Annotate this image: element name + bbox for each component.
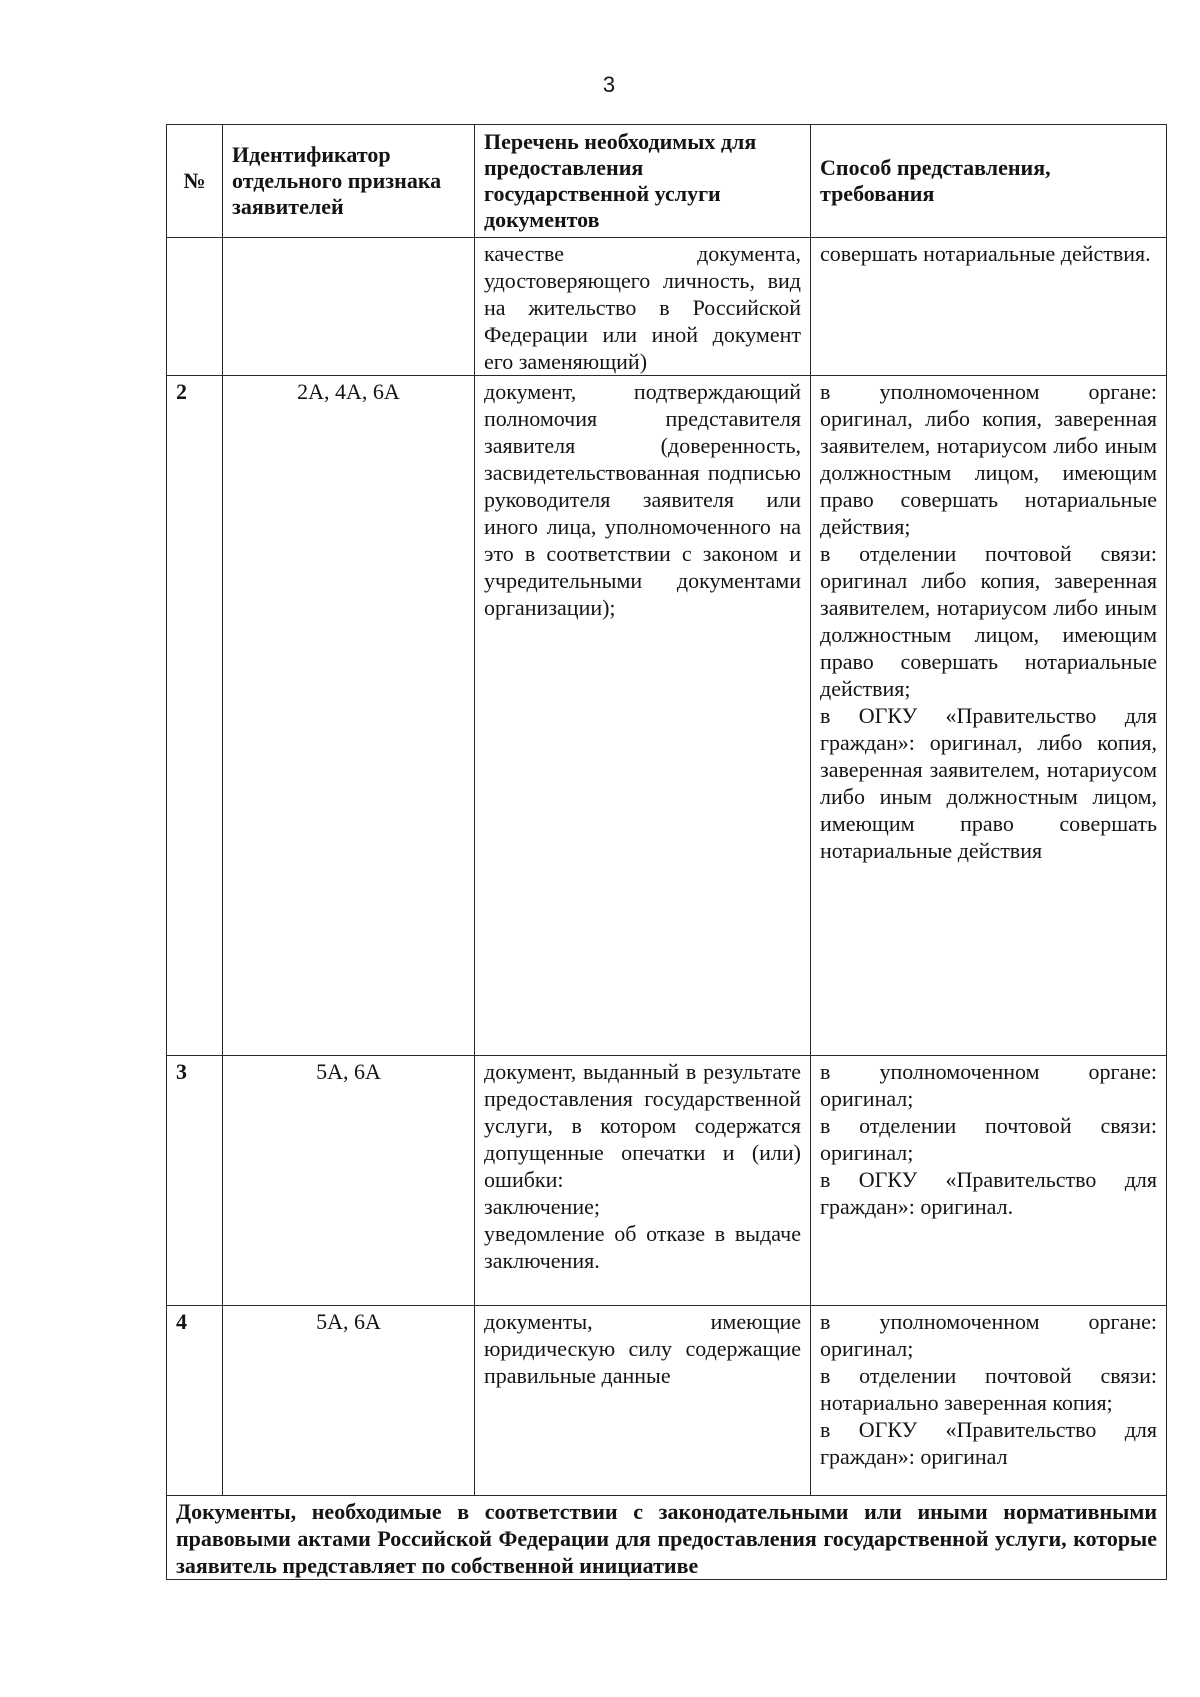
header-identifier: Идентификатор отдельного признака заявителей [223, 125, 475, 238]
footer-note: Документы, необходимые в соответствии с законодательными или иными нормативными правовыми актами Российской Федерации для предоставления государственной услуги, которые заявитель представляет по собственной инициативе [167, 1496, 1167, 1580]
row-number-cell [167, 238, 223, 376]
header-number: № [167, 125, 223, 238]
header-documents: Перечень необходимых для предоставления государственной услуги документов [475, 125, 811, 238]
header-method: Способ представления, требования [811, 125, 1167, 238]
row-number-cell: 2 [167, 376, 223, 1056]
table-footer-row [167, 1496, 1167, 1580]
row-identifier-cell: 2А, 4А, 6А [223, 376, 475, 1056]
row-method-cell: в уполномоченном органе: оригинал, либо копия, заверенная заявителем, нотариусом либо иным должностным лицом, имеющим право совершать нотариальные действия; в отделении почтовой связи: оригинал либо копия, заверенная заявителем, нотариусом либо иным должностным лицом, имеющим право совершать нотариальные действия; в ОГКУ «Правительство для граждан»: оригинал, либо копия, заверенная заявителем, нотариусом либо иным должностным лицом, имеющим право совершать нотариальные действия [811, 376, 1167, 1056]
documents-table [166, 124, 1167, 1580]
row-method-cell: совершать нотариальные действия. [811, 238, 1167, 376]
page-number: 3 [602, 72, 616, 97]
row-documents-cell: документ, выданный в результате предоставления государственной услуги, в котором содержатся допущенные опечатки и (или) ошибки: заключение; уведомление об отказе в выдаче заключения. [475, 1056, 811, 1306]
row-identifier-cell [223, 238, 475, 376]
row-method-cell: в уполномоченном органе: оригинал; в отделении почтовой связи: оригинал; в ОГКУ «Правительство для граждан»: оригинал. [811, 1056, 1167, 1306]
table-row [167, 1306, 1167, 1496]
table-row [167, 1056, 1167, 1306]
row-number-cell: 4 [167, 1306, 223, 1496]
row-number-cell: 3 [167, 1056, 223, 1306]
table-row [167, 238, 1167, 376]
row-documents-cell: документ, подтверждающий полномочия представителя заявителя (доверенность, засвидетельствованная подписью руководителя заявителя или иного лица, уполномоченного на это в соответствии с законом и учредительными документами организации); [475, 376, 811, 1056]
table-header-row [167, 125, 1167, 238]
table-row [167, 376, 1167, 1056]
row-identifier-cell: 5А, 6А [223, 1306, 475, 1496]
row-identifier-cell: 5А, 6А [223, 1056, 475, 1306]
row-documents-cell: документы, имеющие юридическую силу содержащие правильные данные [475, 1306, 811, 1496]
row-documents-cell: качестве документа, удостоверяющего личность, вид на жительство в Российской Федерации или иной документ его заменяющий) [475, 238, 811, 376]
row-method-cell: в уполномоченном органе: оригинал; в отделении почтовой связи: нотариально заверенная копия; в ОГКУ «Правительство для граждан»: оригинал [811, 1306, 1167, 1496]
